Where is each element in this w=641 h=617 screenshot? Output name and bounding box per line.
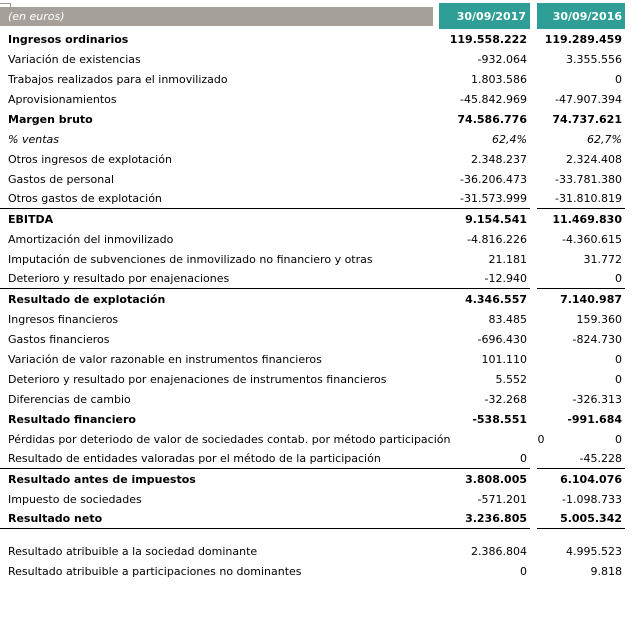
row-label: Pérdidas por deteriodo de valor de sociedades contab. por método participación [8, 432, 451, 446]
value-2017: 0 [520, 452, 527, 465]
column-gap [530, 449, 537, 469]
value-2017: 2.386.804 [471, 544, 527, 558]
row-label: Resultado financiero [8, 412, 136, 426]
value-2017: -696.430 [477, 332, 527, 346]
column-gap [530, 369, 537, 389]
value-2017: 5.552 [495, 372, 527, 386]
value-2017: 119.558.222 [449, 32, 527, 46]
value-2016: 9.818 [590, 564, 622, 578]
row-left-section [0, 329, 530, 349]
value-2017: -4.816.226 [467, 232, 527, 246]
row-label: Aprovisionamientos [8, 92, 117, 106]
table-row [0, 249, 641, 269]
value-2017: 0 [537, 432, 545, 446]
header-gap [530, 3, 537, 29]
row-label: Resultado atribuible a participaciones no dominantes [8, 564, 302, 578]
row-label: Gastos de personal [8, 172, 115, 186]
row-left-section [0, 89, 530, 109]
value-2016: 0 [615, 432, 622, 446]
value-2017: -538.551 [472, 412, 527, 426]
column-gap [530, 149, 537, 169]
table-body [0, 29, 641, 581]
row-label: Variación de existencias [8, 52, 141, 66]
row-left-section [0, 449, 530, 469]
column-gap [530, 489, 537, 509]
row-left-section [0, 189, 530, 209]
row-label: % ventas [8, 132, 59, 146]
cell-border-fragment [0, 3, 11, 8]
value-2017: 74.586.776 [457, 112, 527, 126]
column-gap [530, 89, 537, 109]
units-header: (en euros) [0, 7, 433, 26]
column-gap [530, 269, 537, 289]
value-2017: 3.236.805 [465, 512, 527, 525]
value-2017: 4.346.557 [465, 292, 527, 306]
value-2016: 3.355.556 [566, 52, 622, 66]
column-header-2016: 30/09/2016 [537, 3, 625, 29]
value-2016: -824.730 [572, 332, 622, 346]
row-left-section [0, 229, 530, 249]
table-row [0, 541, 641, 561]
row-label: Deterioro y resultado por enajenaciones [8, 272, 230, 285]
column-gap [530, 389, 537, 409]
table-row [0, 109, 641, 129]
table-row [0, 29, 641, 49]
column-header-2017: 30/09/2017 [439, 3, 530, 29]
table-row [0, 229, 641, 249]
table-row [0, 69, 641, 89]
value-2016: -33.781.380 [555, 172, 622, 186]
table-row [0, 561, 641, 581]
table-row [0, 509, 641, 529]
row-left-section [0, 409, 530, 429]
column-gap [530, 329, 537, 349]
row-left-section [0, 29, 530, 49]
value-2017: -31.573.999 [460, 192, 527, 205]
column-gap [530, 169, 537, 189]
value-2017: 9.154.541 [465, 212, 527, 226]
column-gap [530, 249, 537, 269]
column-gap [530, 189, 537, 209]
value-2016: 0 [537, 269, 625, 289]
row-left-section [0, 369, 530, 389]
row-left-section [0, 289, 530, 309]
column-gap [530, 229, 537, 249]
value-2017: 83.485 [488, 312, 527, 326]
row-label: Variación de valor razonable en instrumentos financieros [8, 352, 322, 366]
row-left-section [0, 541, 530, 561]
row-label: Ingresos ordinarios [8, 32, 129, 46]
row-left-section [0, 269, 530, 289]
row-label: Resultado atribuible a la sociedad dominante [8, 544, 258, 558]
row-left-section [0, 49, 530, 69]
row-left-section [0, 249, 530, 269]
column-gap [530, 409, 537, 429]
table-row [0, 189, 641, 209]
value-2017: -36.206.473 [460, 172, 527, 186]
column-gap [530, 509, 537, 529]
row-left-section [0, 469, 530, 489]
table-row [0, 289, 641, 309]
table-row [0, 389, 641, 409]
row-left-section [0, 69, 530, 89]
value-2017: -571.201 [477, 492, 527, 506]
value-2017: -45.842.969 [460, 92, 527, 106]
table-row [0, 329, 641, 349]
table-row [0, 429, 641, 449]
value-2016: -4.360.615 [562, 232, 622, 246]
value-2016: 5.005.342 [537, 509, 625, 529]
value-2016: 74.737.621 [552, 112, 622, 126]
row-label: Ingresos financieros [8, 312, 119, 326]
row-left-section [0, 169, 530, 189]
value-2017: 21.181 [488, 252, 527, 266]
row-label: Resultado de entidades valoradas por el método de la participación [8, 452, 381, 465]
row-label: Resultado neto [8, 512, 103, 525]
value-2016: 31.772 [583, 252, 622, 266]
value-2016: 0 [615, 372, 622, 386]
table-row [0, 209, 641, 229]
value-2016: -326.313 [572, 392, 622, 406]
table-row [0, 309, 641, 329]
value-2016: 11.469.830 [552, 212, 622, 226]
row-left-section [0, 109, 530, 129]
table-row [0, 269, 641, 289]
row-label: Amortización del inmovilizado [8, 232, 174, 246]
column-gap [530, 69, 537, 89]
row-label: Impuesto de sociedades [8, 492, 142, 506]
row-label: Imputación de subvenciones de inmovilizado no financiero y otras [8, 252, 373, 266]
column-gap [530, 209, 537, 229]
table-row [0, 469, 641, 489]
row-label: Otros gastos de explotación [8, 192, 162, 205]
row-label: Margen bruto [8, 112, 93, 126]
value-2016: 2.324.408 [566, 152, 622, 166]
column-gap [530, 469, 537, 489]
value-2016: 0 [615, 352, 622, 366]
row-label: EBITDA [8, 212, 54, 226]
row-label: Gastos financieros [8, 332, 110, 346]
value-2016: 159.360 [576, 312, 622, 326]
row-label: Deterioro y resultado por enajenaciones de instrumentos financieros [8, 372, 387, 386]
value-2017: 1.803.586 [471, 72, 527, 86]
column-gap [530, 289, 537, 309]
table-row [0, 489, 641, 509]
value-2017: -932.064 [477, 52, 527, 66]
table-row [0, 409, 641, 429]
value-2017: 62,4% [492, 132, 527, 146]
row-left-section [0, 561, 530, 581]
row-left-section [0, 209, 530, 229]
table-row [0, 369, 641, 389]
value-2016: -47.907.394 [555, 92, 622, 106]
row-label: Resultado de explotación [8, 292, 166, 306]
table-row [0, 89, 641, 109]
table-row [0, 129, 641, 149]
column-gap [530, 541, 537, 561]
value-2016: 6.104.076 [560, 472, 622, 486]
table-row [0, 169, 641, 189]
column-gap [530, 109, 537, 129]
row-left-section [0, 489, 530, 509]
row-left-section [0, 389, 530, 409]
row-label: Otros ingresos de explotación [8, 152, 172, 166]
row-left-section [0, 129, 530, 149]
value-2017: 3.808.005 [465, 472, 527, 486]
table-header-row [0, 3, 641, 29]
value-2016: 62,7% [587, 132, 622, 146]
row-label: Resultado antes de impuestos [8, 472, 196, 486]
value-2016: -991.684 [567, 412, 622, 426]
row-left-section [0, 309, 530, 329]
column-gap [530, 29, 537, 49]
value-2017: 101.110 [481, 352, 527, 366]
value-2016: -31.810.819 [537, 189, 625, 209]
value-2016: 7.140.987 [560, 292, 622, 306]
column-gap [530, 561, 537, 581]
value-2017: -32.268 [484, 392, 527, 406]
column-gap [530, 49, 537, 69]
value-2016: 119.289.459 [544, 32, 622, 46]
value-2016: 4.995.523 [566, 544, 622, 558]
value-2016: 0 [615, 72, 622, 86]
row-spacer [0, 529, 641, 541]
table-row [0, 449, 641, 469]
row-left-section [0, 509, 530, 529]
column-gap [530, 309, 537, 329]
table-row [0, 149, 641, 169]
table-row [0, 49, 641, 69]
value-2016: -45.228 [537, 449, 625, 469]
table-row [0, 349, 641, 369]
row-left-section [0, 149, 530, 169]
value-2017: 2.348.237 [471, 152, 527, 166]
value-2017: 0 [520, 564, 527, 578]
column-gap [530, 129, 537, 149]
row-left-section [0, 349, 530, 369]
row-left-section [0, 429, 547, 449]
value-2017: -12.940 [484, 272, 527, 285]
row-label: Trabajos realizados para el inmovilizado [8, 72, 228, 86]
column-gap [530, 349, 537, 369]
row-label: Diferencias de cambio [8, 392, 131, 406]
value-2016: -1.098.733 [562, 492, 622, 506]
